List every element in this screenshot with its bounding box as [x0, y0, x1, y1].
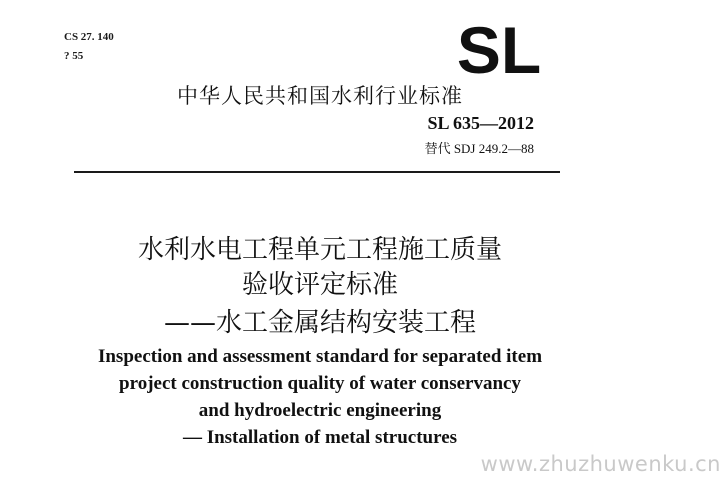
- ics-code: CS 27. 140: [64, 31, 114, 43]
- title-zh-line-1: 水利水电工程单元工程施工质量: [137, 235, 502, 265]
- title-en-line-1: Inspection and assessment standard for separated item: [97, 346, 543, 367]
- standard-code: SL 635—2012: [427, 113, 534, 133]
- title-en-line-3: and hydroelectric engineering: [198, 400, 442, 421]
- replaces-standard: 替代 SDJ 249.2—88: [424, 141, 534, 156]
- issuing-organization: 中华人民共和国水利行业标准: [177, 84, 463, 108]
- header-divider: [74, 171, 560, 173]
- title-zh-line-3: ——水工金属结构安装工程: [163, 308, 476, 338]
- title-zh-line-2: 验收评定标准: [241, 270, 398, 300]
- sl-logo-text: SL: [456, 23, 542, 79]
- sl-logo: [456, 23, 542, 79]
- title-en-line-2: project construction quality of water conservancy: [119, 373, 521, 394]
- title-en-line-4: — Installation of metal structures: [182, 427, 458, 448]
- watermark: www.zhuzhuwenku.cn: [480, 452, 721, 476]
- ccs-code: ? 55: [64, 50, 84, 62]
